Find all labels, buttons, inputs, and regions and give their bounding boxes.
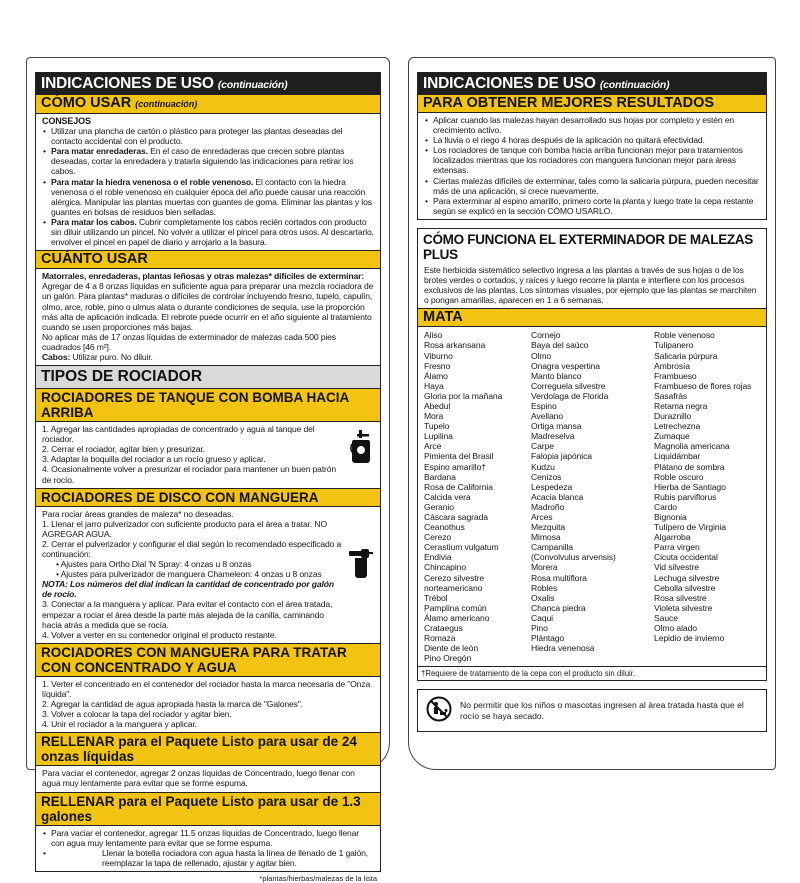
mata-plant: Madroño — [530, 501, 565, 512]
cuanto-usar-p2: No aplicar más de 17 onzas líquidas de exterminador de malezas cada 500 pies cuadrados [46 m²]. — [42, 331, 336, 352]
cuanto-usar-p1-bold: Matorrales, enredaderas, plantas leñosas y otras malezas* difíciles de exterminar: — [42, 271, 365, 282]
mata-plant: Endivia — [424, 552, 452, 563]
tanque-steps — [42, 424, 344, 485]
consejo-bold: Para matar la hiedra venenosa o el roble venenoso. — [51, 176, 254, 187]
como-usar-body — [36, 114, 380, 250]
tipos-rociador-header: TIPOS DE ROCIADOR — [36, 366, 380, 389]
cuanto-usar-p1 — [42, 271, 374, 332]
resultado-item: • La lluvia o el riego 4 horas después de la aplicación no quitará efectividad. — [424, 135, 760, 145]
mata-plant: Magnolia americana — [654, 441, 730, 452]
title-text: INDICACIONES DE USO — [423, 75, 596, 92]
rellenar-13-list — [42, 828, 374, 868]
title-suffix: (continuación) — [599, 79, 670, 91]
consejo-text: Utilizar una plancha de cartón o plástico para proteger las plantas deseadas del contacto accidental con el producto. — [51, 126, 343, 147]
mata-plant: Plántago — [530, 633, 565, 644]
mata-column-1 — [424, 330, 531, 663]
mata-plant: Vid silvestre — [654, 562, 699, 573]
mata-plant: Lepidio de invierno — [654, 633, 725, 644]
como-usar-suffix: (continuación) — [135, 99, 198, 109]
mata-plant: Cerezo — [424, 532, 452, 543]
disco-step: 3. Conectar a la manguera y aplicar. Para evitar el contacto con el área tratada, empezar a rociar el área desde la parte más alejada de la canilla, caminando hacia atrás a medida que se rocía. — [42, 599, 333, 630]
mata-plant: Tulipanero — [654, 340, 694, 351]
mata-plant: Olmo alado — [654, 623, 697, 634]
mata-plant: Zumaque — [654, 431, 690, 442]
mata-plant: Hiedra venenosa — [530, 643, 595, 654]
funciona-body: Este herbicida sistemático selectivo ingresa a las plantas a través de sus hojas o de los brotes verdes o cortados, y raíces y luego recorre la planta e interfiere con los procesos exclusivos de las plantas. Los síntomas visuales, por ejemplo que las plantas se marchiten o pongan amarillas, aparecen en 1 a 6 semanas. — [424, 264, 757, 306]
mata-plant: Caqui — [530, 612, 553, 623]
mata-plant: Bardana — [424, 471, 456, 482]
mata-plant: Pamplina común — [424, 602, 487, 613]
mata-plant: Calcida vera — [424, 491, 471, 502]
left-page-content — [35, 72, 381, 883]
funciona-header: CÓMO FUNCIONA EL EXTERMINADOR DE MALEZAS PLUS — [418, 229, 766, 263]
mata-plant: Aliso — [424, 330, 443, 341]
mata-plant: Álamo — [424, 370, 448, 381]
mata-plant: Olmo — [530, 350, 552, 361]
mata-plant: Álamo americano — [424, 612, 490, 623]
disco-setting: Ajustes para pulverizador de manguera Chameleon: 4 onzas u 8 onzas — [60, 569, 322, 580]
consejo-text: El contacto con la hiedra venenosa o el roble venenoso en cualquier época del año puede causar una reacción alérgica. Manipular las plantas muertas con guantes de goma. Eliminar las plantas y los guantes en bolsas de residuos bien selladas. — [51, 176, 372, 217]
mata-plant: Morera — [530, 562, 558, 573]
mata-plant: (Convolvulus arvensis) — [530, 552, 616, 563]
mata-plant: Falopia japónica — [530, 451, 592, 462]
mata-plant: Romaza — [424, 633, 456, 644]
mata-plant: Ortiga mansa — [530, 421, 582, 432]
resultados-body — [418, 113, 766, 219]
resultado-item: • Los rociadores de tanque con bomba hacia arriba funcionan mejor para tratamientos localizados mientras que los rociadores con manguera funcionan mejor para áreas extensas. — [424, 145, 760, 175]
rellenar-13-body — [36, 826, 380, 871]
mata-plant: Chincapino — [424, 562, 466, 573]
mata-plant: Cerastium vulgatum — [424, 542, 499, 553]
mata-plant: Lupilina — [424, 431, 453, 442]
mata-plant: Bignonia — [654, 512, 687, 522]
plantas-footnote: *plantas/hierbas/malezas de la lista — [259, 873, 377, 883]
mata-plant: Roble venenoso — [654, 330, 715, 341]
mata-plant: Violeta silvestre — [654, 602, 713, 613]
rellenar-13-header: RELLENAR para el Paquete Listo para usar de 1.3 galones — [36, 792, 380, 826]
disco-setting: Ajustes para Ortho Dial 'N Spray: 4 onzas u 8 onzas — [60, 559, 252, 570]
disco-content — [42, 509, 344, 640]
mata-footnote: †Requiere de tratamiento de la cepa con el producto sin diluir. — [418, 666, 766, 680]
tanque-step: 4. Ocasionalmente volver a presurizar el rociador para mantener un buen patrón de rocío. — [42, 464, 337, 485]
rellenar-13-item: • Para vaciar el contenedor, agregar 11.5 onzas líquidas de Concentrado, luego llenar con agua muy lentamente para evitar que se forme espuma. — [42, 828, 374, 848]
mata-plant: Plátano de sombra — [654, 461, 725, 472]
consejo-item — [42, 217, 374, 247]
mata-plant: Retama negra — [654, 400, 708, 411]
mata-plant: Frambueso — [654, 370, 697, 381]
resultado-item: • Ciertas malezas difíciles de exterminar, tales como la salicaria púrpura, pueden necesitar más de una aplicación, si crece nuevamente. — [424, 176, 760, 196]
disco-sub: • Ajustes para pulverizador de manguera Chameleon: 4 onzas u 8 onzas — [56, 569, 322, 580]
mata-plant: Diente de león — [424, 643, 479, 654]
hose-sprayer-icon — [348, 509, 374, 640]
como-usar-title: CÓMO USAR — [41, 95, 132, 111]
gap — [417, 681, 767, 689]
tanque-step: 2. Cerrar el rociador, agitar bien y presurizar. — [42, 444, 205, 455]
tanque-header: ROCIADORES DE TANQUE CON BOMBA HACIA ARRIBA — [36, 389, 380, 422]
mata-plant: Sauce — [654, 612, 678, 623]
mata-plant: Duraznillo — [654, 411, 692, 422]
mata-plant: Cáscara sagrada — [424, 512, 488, 522]
mata-plant: Rosa arkansana — [424, 340, 486, 351]
mata-plant: Lechuga silvestre — [654, 572, 720, 583]
mata-plant: Espino — [530, 400, 557, 411]
mata-plant: Chanca piedra — [530, 602, 586, 613]
mata-plant: Arces — [530, 512, 553, 522]
manguera-step: 2. Agregar la cantidad de agua apropiada hasta la marca de "Galones". — [42, 699, 303, 710]
rellenar-24-body — [36, 766, 380, 791]
mata-plant: Robles — [530, 582, 558, 593]
mata-plant: Cebolla silvestre — [654, 582, 716, 593]
mata-plant: Algarroba — [654, 532, 691, 543]
section-title-indicaciones — [36, 73, 380, 94]
consejo-bold: Para matar enredaderas. — [51, 146, 148, 157]
mata-plant: Cicuta occidental — [654, 552, 718, 563]
manguera-step: 3. Volver a colocar la tapa del rociador y agitar bien. — [42, 709, 232, 720]
mata-plant: Letrechezna — [654, 421, 701, 432]
mata-plant: Campanilla — [530, 542, 573, 553]
mata-plant: Baya del saúco — [530, 340, 589, 351]
title-suffix: (continuación) — [217, 79, 288, 91]
section-title-indicaciones-right — [418, 73, 766, 94]
mata-plant: Mezquita — [530, 522, 566, 533]
resultado-item: • Para exterminar al espino amarillo, primero corte la planta y luego trate la cepa restante según se explicó en la sección CÓMO USARLO. — [424, 196, 760, 216]
warning-box — [417, 689, 767, 731]
mata-plant: Haya — [424, 380, 444, 391]
mata-plant: Salicaria púrpura — [654, 350, 718, 361]
disco-intro: Para rociar áreas grandes de maleza* no deseadas. — [42, 508, 234, 519]
indicaciones-box-right — [417, 72, 767, 220]
mata-plant: Hierba de Santiago — [654, 481, 726, 492]
cuanto-usar-p3 — [42, 352, 374, 362]
resultados-list — [424, 115, 760, 216]
mata-column-2 — [531, 330, 654, 663]
cuanto-usar-p1-text: Agregar de 4 a 8 onzas líquidas en suficiente agua para preparar una mezcla rociadora de un galón. Para plantas* maduras o difíciles de controlar incluyendo fresno, tupelo, capulín, olmo, arce, roble, pino o ulmus alata o durante condiciones de sequía, use la proporción más alta de aplicación indicada. El rebrote puede ocurrir en el año siguiente al tratamiento cuando se usen proporciones más bajas. — [42, 281, 374, 332]
warning-text: No permitir que los niños o mascotas ingresen al área tratada hasta que el rocío se haya secado. — [460, 700, 744, 721]
mata-plant: Frambueso de flores rojas — [654, 380, 752, 391]
como-usar-header — [36, 94, 380, 114]
no-children-pets-icon — [426, 696, 452, 724]
mata-header: MATA — [418, 309, 766, 327]
left-page — [26, 57, 390, 883]
cuanto-usar-header: CUÁNTO USAR — [36, 250, 380, 269]
disco-body — [36, 507, 380, 643]
mata-plant: Onagra vespertina — [530, 360, 600, 371]
disco-nota: NOTA: Los números del dial indican la cantidad de concentrado por galón de rocío. — [42, 579, 334, 600]
mata-box — [417, 309, 767, 681]
manguera-step: 4. Unir el rociador a la manguera y aplicar. — [42, 719, 197, 730]
mata-plant: Arce — [424, 441, 442, 452]
mata-plant: Rubis parviflorus — [654, 491, 717, 502]
consejos-label: CONSEJOS — [42, 116, 91, 126]
mata-list — [418, 327, 766, 666]
mata-plant: Cardo — [654, 501, 677, 512]
pump-sprayer-icon — [348, 424, 374, 485]
rellenar-13-item: • Llenar la botella rociadora con agua hasta la línea de llenado de 1 galón, reemplazar la tapa de rellenado, ajustar y agitar bien. — [42, 848, 374, 868]
cuanto-usar-body — [36, 269, 380, 365]
mata-plant: Trébol — [424, 592, 448, 603]
mata-plant: Pino Oregón — [424, 653, 472, 664]
consejo-text: En el caso de enredaderas que crecen sobre plantas deseadas, cortar la enredadera y tratarla siguiendo las indicaciones para retirar los cabos. — [51, 146, 354, 177]
resultados-header: PARA OBTENER MEJORES RESULTADOS — [418, 94, 766, 113]
mata-plant: Tulípero de Virginia — [654, 522, 727, 533]
mata-column-3 — [654, 330, 761, 663]
cabos-label: Cabos: — [42, 351, 71, 362]
mata-plant: Roble oscuro — [654, 471, 704, 482]
mata-plant: Mora — [424, 411, 444, 422]
mata-plant: Carpe — [530, 441, 554, 452]
manguera-header: ROCIADORES CON MANGUERA PARA TRATAR CON CONCENTRADO Y AGUA — [36, 643, 380, 677]
mata-plant: Crataegus — [424, 623, 463, 634]
mata-plant: Kudzu — [530, 461, 555, 472]
tanque-step: 1. Agregar las cantidades apropiadas de concentrado y agua al tanque del rociador. — [42, 424, 315, 445]
manguera-step: 1. Verter el concentrado en el contenedor del rociador hasta la marca necesaria de "Onza líquida". — [42, 678, 371, 699]
mata-plant: Oxalis — [530, 592, 555, 603]
disco-step: 4. Volver a verter en su contenedor original el producto restante. — [42, 629, 277, 640]
mata-plant: Ceanothus — [424, 522, 465, 533]
mata-plant: Tupelo — [424, 421, 450, 432]
consejo-item — [42, 146, 374, 176]
mata-plant: Cerezo silvestre norteamericano — [424, 572, 485, 593]
disco-sub: • Ajustes para Ortho Dial 'N Spray: 4 onzas u 8 onzas — [56, 559, 252, 570]
funciona-box — [417, 228, 767, 309]
resultado-item: • Aplicar cuando las malezas hayan desarrollado sus hojas por completo y estén en crecimiento activo. — [424, 115, 760, 135]
indicaciones-box-left — [35, 72, 381, 366]
mata-plant: Geranio — [424, 501, 454, 512]
mata-plant: Lespedeza — [530, 481, 573, 492]
mata-plant: Mimosa — [530, 532, 561, 543]
mata-plant: Avellano — [530, 411, 563, 422]
rellenar-24-header: RELLENAR para el Paquete Listo para usar de 24 onzas líquidas — [36, 732, 380, 766]
consejo-item — [42, 126, 374, 146]
consejo-bold: Para matar los cabos. — [51, 216, 137, 227]
consejo-text: Cubrir completamente los cabos recién cortados con producto sin diluir utilizando un pincel. No volver a utilizar el pincel para otros usos. Al descartarlo, envolver el pincel en papel de diario y arrojarlo a la basura. — [51, 216, 374, 248]
mata-plant: Manto blanco — [530, 370, 582, 381]
consejos-list — [42, 126, 374, 247]
mata-plant: Abedul — [424, 400, 451, 411]
mata-plant: Correguela silvestre — [530, 380, 606, 391]
mata-plant: Espino amarillo† — [424, 461, 486, 472]
mata-plant: Madreselva — [530, 431, 575, 442]
right-page-content — [417, 72, 767, 749]
mata-plant: Rosa de California — [424, 481, 493, 492]
title-text: INDICACIONES DE USO — [41, 75, 214, 92]
mata-plant: Viburno — [424, 350, 453, 361]
cabos-text: Utilizar puro. No diluir. — [70, 351, 153, 362]
mata-plant: Cenizos — [530, 471, 562, 482]
disco-step: 1. Llenar el jarro pulverizador con suficiente producto para el área a tratar. NO AGREGAR AGUA. — [42, 518, 327, 539]
gap — [417, 220, 767, 228]
tanque-body — [36, 422, 380, 488]
mata-plant: Ambrosía — [654, 360, 690, 371]
consejo-item — [42, 177, 374, 217]
mata-plant: Sasafrás — [654, 390, 688, 401]
right-page — [408, 57, 776, 770]
mata-plant: Gloria por la mañana — [424, 390, 503, 401]
mata-plant: Pimienta del Brasil — [424, 451, 494, 462]
mata-plant: Rosa silvestre — [654, 592, 707, 603]
tanque-step: 3. Adaptar la boquilla del rociador a un rocío grueso y aplicar. — [42, 454, 266, 465]
mata-plant: Cornejo — [530, 330, 561, 341]
mata-plant: Liquidámbar — [654, 451, 701, 462]
mata-plant: Fresno — [424, 360, 451, 371]
disco-header: ROCIADORES DE DISCO CON MANGUERA — [36, 488, 380, 507]
mata-plant: Rosa multiflora — [530, 572, 587, 583]
rellenar-24-text: Para vaciar el contenedor, agregar 2 onzas líquidas de Concentrado, luego llenar con agua muy lentamente para evitar que se forme espuma. — [42, 768, 355, 789]
mata-plant: Parra virgen — [654, 542, 700, 553]
disco-step: 2. Cerrar el pulverizador y configurar el dial según lo recomendado especificado a continuación: — [42, 538, 342, 559]
tipos-box — [35, 366, 381, 872]
mata-plant: Pino — [530, 623, 548, 634]
mata-plant: Verdolaga de Florida — [530, 390, 609, 401]
manguera-body — [36, 677, 380, 732]
mata-plant: Acacia blanca — [530, 491, 584, 502]
